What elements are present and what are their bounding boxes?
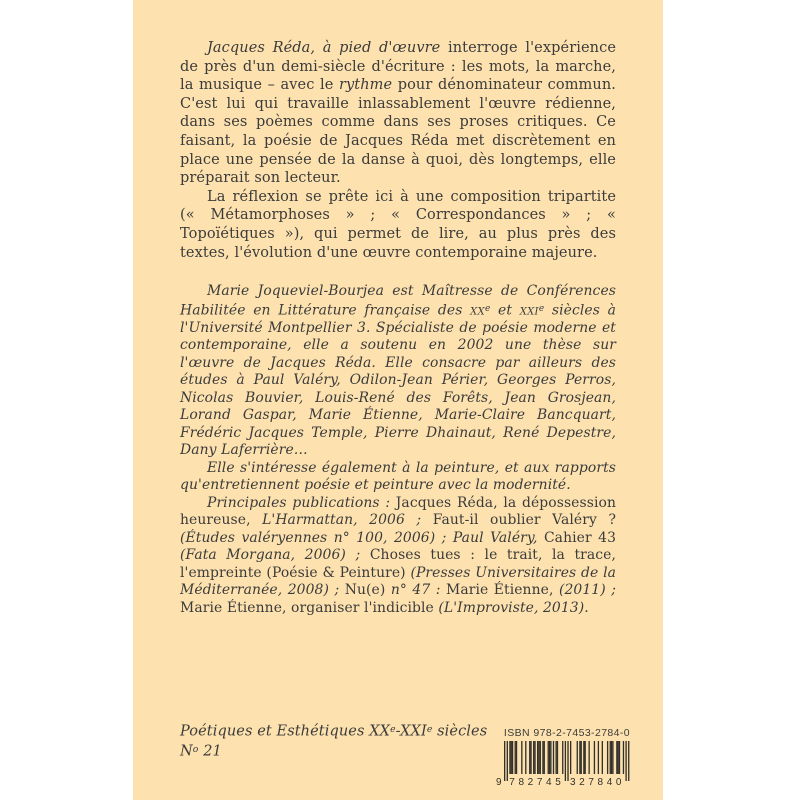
- blurb-paragraph-2: La réflexion se prête ici à une composition tripartite (« Métamorphoses » ; « Correspondances » ; « Topoïétiques »), qui permet de lire, au plus près des textes, l'évolution d'une œuvre contemporaine majeure.: [180, 188, 616, 261]
- series-title: [180, 721, 496, 761]
- blurb-section: [180, 39, 616, 262]
- barcode-image: [496, 741, 636, 789]
- bio-paragraph: Marie Joqueviel-Bourjea est Maîtresse de Conférences Habilitée en Littérature française des $xx^e$ et xxi$^e$ siècles à l'Université Montpellier 3. Spécialiste de poésie moderne et contemporaine, elle a soutenu en 2002 une thèse sur l'œuvre de Jacques Réda. Elle consacre par ailleurs des études à Paul Valéry, Odilon-Jean Périer, Georges Perros, Nicolas Bouvier, Louis-René des Forêts, Jean Grosjean, Lorand Gaspar, Marie Étienne, Marie-Claire Bancquart, Frédéric Jacques Temple, Pierre Dhainaut, René Depestre, Dany Laferrière…: [180, 283, 616, 458]
- svg-text:782745: 782745: [509, 777, 561, 789]
- isbn-barcode-block: [496, 727, 636, 789]
- author-bio-section: [180, 283, 616, 617]
- cover-footer: [180, 721, 631, 789]
- bio-paragraph-peinture: Elle s'intéresse également à la peinture, et aux rapports qu'entretiennent poésie et peinture avec la modernité.: [180, 459, 616, 493]
- publications-paragraph: Principales publications : Jacques Réda, la dépossession heureuse, L'Harmattan, 2006 ; Faut-il oublier Valéry ? (Études valéryennes n° 100, 2006) ; Paul Valéry, Cahier 43 (Fata Morgana, 2006) ; Choses tues : le trait, la trace, l'empreinte (Poésie & Peinture) (Presses Universitaires de la Méditerranée, 2008) ; Nu(e) n° 47 : Marie Étienne, (2011) ; Marie Étienne, organiser l'indicible (L'Improviste, 2013).: [180, 494, 617, 616]
- book-back-cover: [133, 0, 663, 800]
- blurb-paragraph-1: Jacques Réda, à pied d'œuvre interroge l'expérience de près d'un demi-siècle d'écriture : les mots, la marche, la musique – avec le rythme pour dénominateur commun. C'est lui qui travaille inlassablement l'œuvre rédienne, dans ses poèmes comme dans ses proses critiques. Ce faisant, la poésie de Jacques Réda met discrètement en place une pensée de la danse à quoi, dès longtemps, elle préparait son lecteur.: [180, 40, 616, 187]
- svg-text:9: 9: [496, 777, 502, 789]
- series-title: Poétiques et Esthétiques XXe-XXIe siècles $N^o$ 21: [180, 723, 488, 760]
- svg-text:327840: 327840: [570, 777, 622, 789]
- isbn-label: ISBN 978-2-7453-2784-0: [503, 727, 631, 740]
